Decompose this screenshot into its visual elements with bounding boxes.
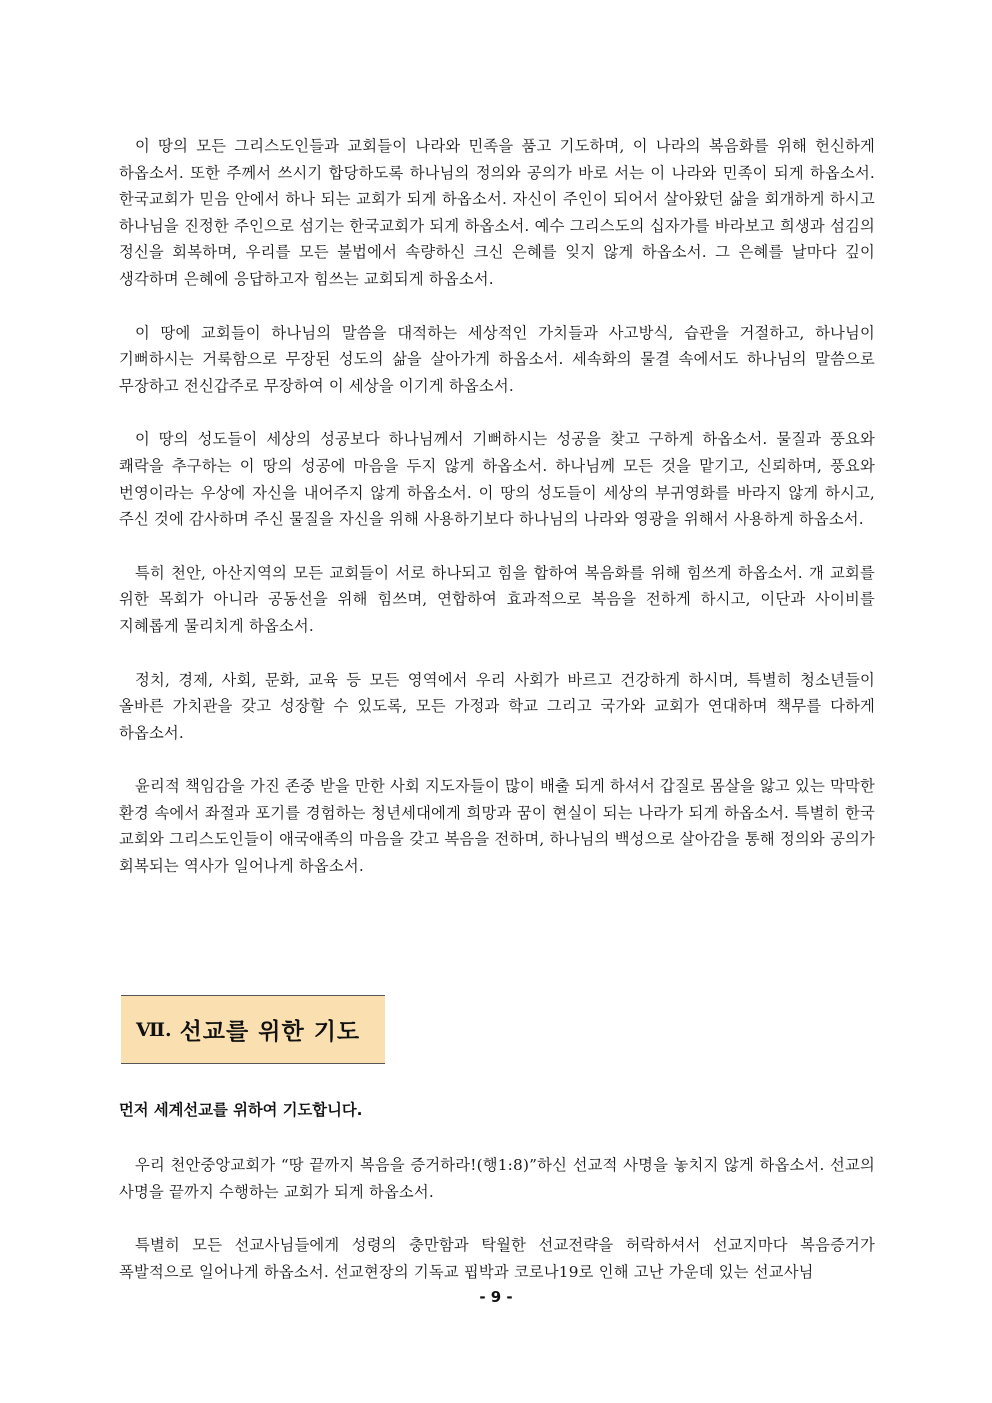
paragraph-mission-church: 우리 천안중앙교회가 “땅 끝까지 복음을 증거하라!(행1:8)”하신 선교적 사명을 놓치지 않게 하옵소서. 선교의 사명을 끝까지 수행하는 교회가 되게 하옵소서.	[119, 1156, 875, 1201]
page-number: - 9 -	[479, 1288, 513, 1306]
lead-sentence: 먼저 세계선교를 위하여 기도합니다.	[119, 1101, 363, 1119]
paragraph-church-holiness: 이 땅에 교회들이 하나님의 말씀을 대적하는 세상적인 가치들과 사고방식, 습관을 거절하고, 하나님이 기뻐하시는 거룩함으로 무장된 성도의 삶을 살아가게 하옵소서. 세속화의 물결 속에서도 하나님의 말씀으로 무장하고 전신갑주로 무장하여 이 세상을 이기게 하옵소서.	[119, 323, 875, 395]
section-heading	[121, 995, 385, 1064]
prayer-body	[119, 133, 875, 880]
paragraph-nation: 이 땅의 모든 그리스도인들과 교회들이 나라와 민족을 품고 기도하며, 이 나라의 복음화를 위해 헌신하게 하옵소서. 또한 주께서 쓰시기 합당하도록 하나님의 정의와 공의가 바로 서는 이 나라와 민족이 되게 하옵소서. 한국교회가 믿음 안에서 하나 되는 교회가 되게 하옵소서. 자신이 주인이 되어서 살아왔던 삶을 회개하게 하시고 하나님을 진정한 주인으로 섬기는 한국교회가 되게 하옵소서. 예수 그리스도의 십자가를 바라보고 희생과 섬김의 정신을 회복하며, 우리를 모든 불법에서 속량하신 크신 은혜를 잊지 않게 하옵소서. 그 은혜를 날마다 깊이 생각하며 은혜에 응답하고자 힘쓰는 교회되게 하옵소서.	[119, 137, 875, 288]
paragraph-leaders: 윤리적 책임감을 가진 존중 받을 만한 사회 지도자들이 많이 배출 되게 하셔서 갑질로 몸살을 앓고 있는 막막한 환경 속에서 좌절과 포기를 경험하는 청년세대에게 희망과 꿈이 현실이 되는 나라가 되게 하옵소서. 특별히 한국 교회와 그리스도인들이 애국애족의 마음을 갖고 복음을 전하며, 하나님의 백성으로 살아감을 통해 정의와 공의가 회복되는 역사가 일어나게 하옵소서.	[119, 777, 875, 876]
section-title: 선교를 위한 기도	[179, 1019, 361, 1045]
paragraph-missionaries: 특별히 모든 선교사님들에게 성령의 충만함과 탁월한 선교전략을 허락하셔서 선교지마다 복음증거가 폭발적으로 일어나게 하옵소서. 선교현장의 기독교 핍박과 코로나19로 인해 고난 가운데 있는 선교사님	[119, 1236, 875, 1281]
paragraph-saints-success: 이 땅의 성도들이 세상의 성공보다 하나님께서 기뻐하시는 성공을 찾고 구하게 하옵소서. 물질과 풍요와 쾌락을 추구하는 이 땅의 성공에 마음을 두지 않게 하옵소서. 하나님께 모든 것을 맡기고, 신뢰하며, 풍요와 번영이라는 우상에 자신을 내어주지 않게 하옵소서. 이 땅의 성도들이 세상의 부귀영화를 바라지 않게 하시고, 주신 것에 감사하며 주신 물질을 자신을 위해 사용하기보다 하나님의 나라와 영광을 위해서 사용하게 하옵소서.	[119, 430, 875, 529]
section-numeral: Ⅶ.	[136, 1018, 172, 1041]
mission-body	[119, 1152, 875, 1285]
paragraph-cheonan-asan: 특히 천안, 아산지역의 모든 교회들이 서로 하나되고 힘을 합하여 복음화를 위해 힘쓰게 하옵소서. 개 교회를 위한 목회가 아니라 공동선을 위해 힘쓰며, 연합하여 효과적으로 복음을 전하게 하시고, 이단과 사이비를 지혜롭게 물리치게 하옵소서.	[119, 563, 875, 635]
paragraph-society: 정치, 경제, 사회, 문화, 교육 등 모든 영역에서 우리 사회가 바르고 건강하게 하시며, 특별히 청소년들이 올바른 가치관을 갖고 성장할 수 있도록, 모든 가정과 학교 그리고 국가와 교회가 연대하며 책무를 다하게 하옵소서.	[119, 670, 875, 742]
